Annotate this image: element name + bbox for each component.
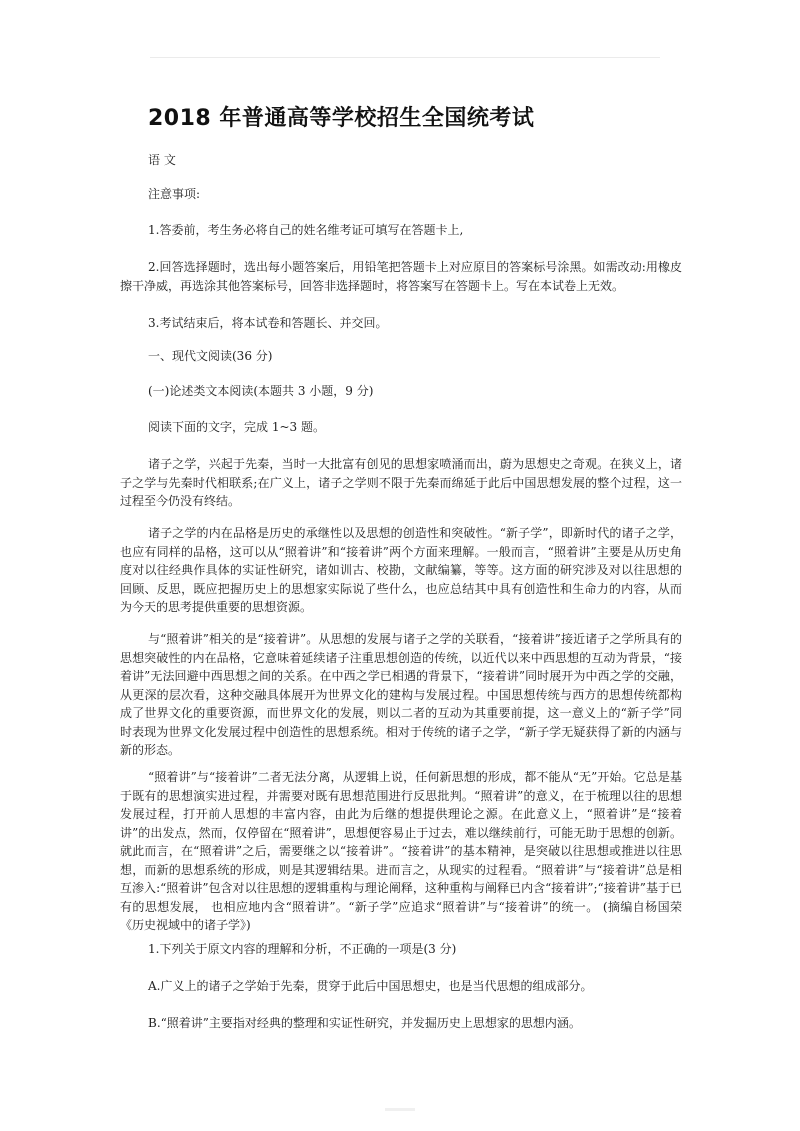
option-b: B.“照着讲”主要指对经典的整理和实证性研究，并发掘历史上思想家的思想内涵。 — [148, 1016, 581, 1030]
notice-heading: 注意事项: — [148, 187, 201, 201]
question-1: 1.下列关于原文内容的理解和分析，不正确的一项是(3 分) — [148, 942, 457, 956]
passage-paragraph: 与“照着讲”相关的是“接着讲”。从思想的发展与诸子之学的关联看，“接着讲”接近诸子之学所具有的思想突破性的内在品格，它意味着延续诸子注重思想创造的传统，以近代以来中西思想的互动为背景，“接着讲”无法回避中西思想之间的关系。在中西之学已相遇的背景下，“接着讲”同时展开为中西之学的交融，从更深的层次看，这种交融具体展开为世界文化的建构与发展过程。中国思想传统与西方的思想传统都构成了世界文化的重要资源，而世界文化的发展，则以二者的互动为其重要前提，这一意义上的“新子学”同时表现为世界文化发展过程中创造性的思想系统。相对于传统的诸子之学，“新子学无疑获得了新的内涵与新的形态。 — [120, 632, 682, 757]
subject-label: 语 文 — [148, 153, 176, 167]
passage-paragraph: “照着讲”与“接着讲”二者无法分离，从逻辑上说，任何新思想的形成，都不能从“无”开始。它总是基于既有的思想演实进过程，并需要对既有思想范围进行反思批判。“照着讲”的意义，在于梳理以往的思想发展过程，打开前人思想的丰富内容，由此为后继的想提供理论之源。在此意义上，“照着讲”是“接着讲”的出发点，然而，仅停留在“照着讲”，思想便容易止于过去，难以继续前行，可能无助于思想的创新。就此而言，在“照着讲”之后，需要继之以“接着讲”。“接着讲”的基本精神，是突破以往思想或推进以往思想，而新的思想系统的形成，则是其逻辑结果。进而言之，从现实的过程看。“照着讲”与“接着讲”总是相互渗入:“照着讲”包含对以往思想的逻辑重构与理论阐释，这种重构与阐释已内含“接着讲”;“接着讲”基于已有的思想发展， 也相应地内含“照着讲”。“新子学”应追求“照着讲”与“接着讲”的统一。 (摘编自杨国荣《历史视域中的诸子学》) — [120, 770, 682, 932]
passage-paragraph: 诸子之学，兴起于先秦，当时一大批富有创见的思想家喷涌而出，蔚为思想史之奇观。在狭义上，诸子之学与先秦时代相联系;在广义上，诸子之学则不限于先秦而绵延于此后中国思想发展的整个过程，这一过程至今仍没有终结。 — [120, 457, 682, 508]
notice-item-1: 1.答委前，考生务必将自己的姓名维考证可填写在答题卡上, — [148, 223, 464, 237]
footer-mark — [385, 1108, 415, 1111]
passage-paragraph: 诸子之学的内在品格是历史的承继性以及思想的创造性和突破性。“新子学”，即新时代的诸子之学，也应有同样的品格，这可以从“照着讲”和“接着讲”两个方面来理解。一般而言，“照着讲”主要是从历史角度对以往经典作具体的实证性研究，诸如训古、校勘，文献编纂，等等。这方面的研究涉及对以往思想的回顾、反思，既应把握历史上的思想家实际说了些什么，也应总结其中具有创造性和生命力的内容，从而为今天的思考提供重要的思想资源。 — [120, 526, 682, 614]
subsection-heading: (一)论述类文本阅读(本题共 3 小题，9 分) — [148, 384, 374, 398]
reading-instruction: 阅读下面的文字，完成 1~3 题。 — [148, 420, 325, 434]
notice-item-2: 2.回答选择题时，选出每小题答案后，用铅笔把答题卡上对应原目的答案标号涂黑。如需改动:用橡皮擦干净威，再选涂其他答案标号，回答非选择题时，将答案写在答题卡上。写在本试卷上无效。 — [120, 260, 682, 293]
notice-item-3: 3.考试结束后，将本试卷和答题长、并交回。 — [148, 316, 388, 330]
option-a: A.广义上的诸子之学始于先秦，贯穿于此后中国思想史，也是当代思想的组成部分。 — [148, 979, 593, 993]
top-divider — [150, 57, 660, 58]
exam-title: 2018 年普通高等学校招生全国统考试 — [148, 106, 535, 131]
section-heading: 一、现代文阅读(36 分) — [148, 349, 273, 363]
